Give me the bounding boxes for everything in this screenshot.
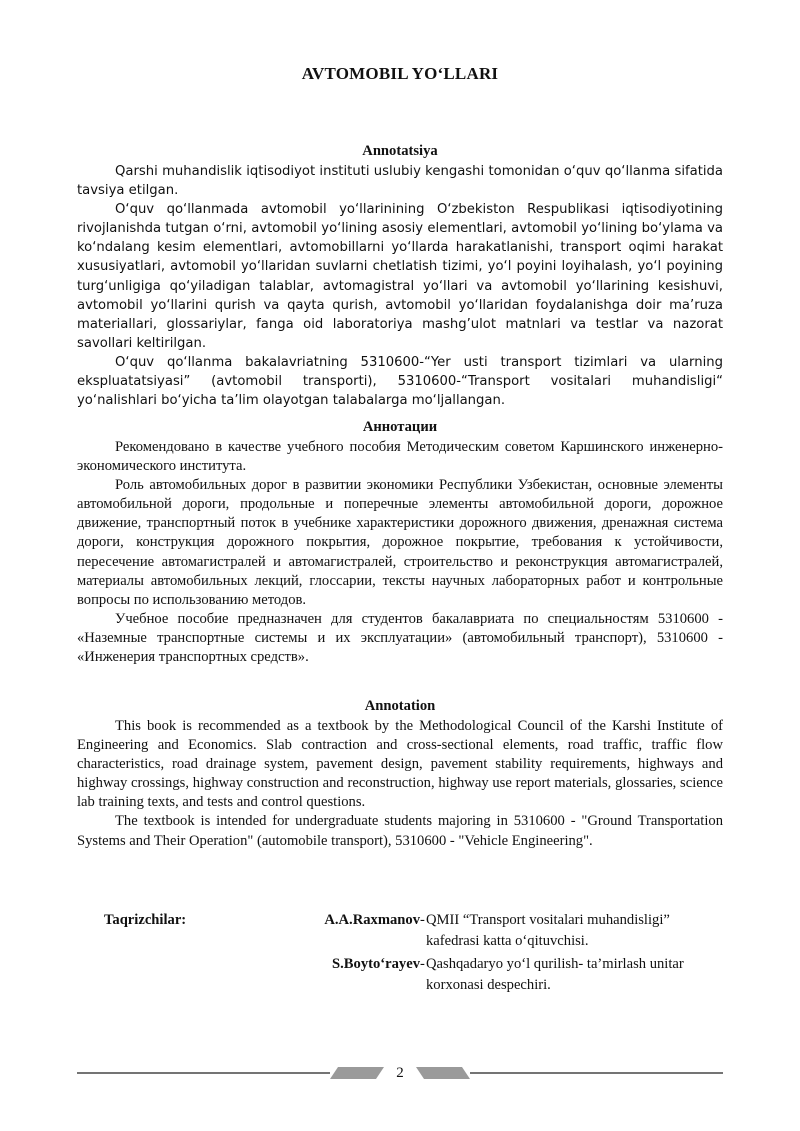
page-number: 2 [396,1065,404,1081]
reviewer-name: S.Boyto‘rayev [332,956,420,972]
reviewer-separator: - [420,912,425,928]
annotation-english [77,697,723,851]
reviewer-position: Qashqadaryo yo‘l qurilish- ta’mirlash unitar [426,956,684,972]
reviewer-position: QMII “Transport vositalari muhandisligi” [426,912,670,928]
paragraph-en-2: The textbook is intended for undergraduate students majoring in 5310600 - "Ground Transportation Systems and Their Operation" (automobile transport), 5310600 - "Vehicle Engineering". [77,813,723,849]
paragraph-ru-2: Роль автомобильных дорог в развитии экономики Республики Узбекистан, основные элементы автомобильной дороги, продольные и поперечные элементы автомобильной дороги, дорожное движение, транспортный поток в учебнике характеристики дорожного движения, дренажная система дороги, конструкция дорожного покрытия, дорожное покрытие, требования к устойчивости, пересечение автомагистралей и автомагистралей, строительство и реконструкция автомагистралей, материалы автомобильных лекций, глоссарии, тексты научных лабораторных работ и контрольные вопросы по использованию методов. [77,477,723,608]
paragraph-en-1: This book is recommended as a textbook by the Methodological Council of the Karshi Institute of Engineering and Economics. Slab contraction and cross-sectional elements, road traffic, traffic flow characteristics, road drainage system, pavement design, pavement stability requirements, highways and highway crossings, highway construction and reconstruction, highway use report materials, glossaries, science lab training texts, and tests and control questions. [77,718,723,811]
page-footer [0,1060,800,1090]
annotation-russian [77,418,723,667]
reviewer-position-cont: kafedrasi katta o‘qituvchisi. [426,933,589,949]
paragraph-uz-1: Qarshi muhandislik iqtisodiyot instituti uslubiy kengashi tomonidan o‘quv qo‘llanma sifatida tavsiya etilgan. [77,164,723,199]
paragraph-uz-3: O‘quv qo‘llanma bakalavriatning 5310600-“Yer usti transport tizimlari va ularning ekspluatatsiyasi” (avtomobil transporti), 5310600-“Transport vositalari muhandisligi“ yo‘nalishlari bo‘yicha ta’lim olayotgan talabalarga mo‘ljallangan. [77,354,723,409]
section-heading-english: Annotation [364,698,436,714]
section-heading-russian: Аннотации [362,419,438,435]
reviewer-separator: - [420,956,425,972]
page-title: AVTOMOBIL YO‘LLARI [301,64,499,83]
annotation-uzbek [77,142,723,410]
reviewer-position-cont: korxonasi despechiri. [426,977,551,993]
reviewers-label: Taqrizchilar: [104,912,187,928]
section-heading-uzbek: Annotatsiya [362,143,438,159]
paragraph-ru-3: Учебное пособие предназначен для студентов бакалавриата по специальностям 5310600 - «Наземные транспортные системы и их эксплуатации» (автомобильный транспорт), 5310600 - «Инженерия транспортных средств». [77,610,723,666]
paragraph-ru-1: Рекомендовано в качестве учебного пособия Методическим советом Каршинского инженерно-экономического института. [77,439,723,475]
paragraph-uz-2: O‘quv qo‘llanmada avtomobil yo‘llarinining O‘zbekiston Respublikasi iqtisodiyotining rivojlanishda tutgan o‘rni, avtomobil yo‘lining asosiy elementlari, avtomobil yo‘lining bo‘ylama va ko‘ndalang kesim elementlari, avtomobillarni yo‘llarda harakatlanishi, transport oqimi harakat xususiyatlari, avtomobil yo‘llaridan suvlarni chetlatish tizimi, yo‘l poyini loyihalash, yo‘l poyining turg‘unligiga qo‘yiladigan talablar, avtomagistral yo‘llari va avtomobil yo‘llarining kesishuvi, avtomobil yo‘llarini qurish va qayta qurish, avtomobil yo‘llaridan foydalanishga doir ma’ruza materiallari, glossariylar, fanga oid laboratoriya mashg’ulot matnlari va testlar va nazorat savollari keltirilgan. [77,202,723,351]
reviewer-name: A.A.Raxmanov [324,912,420,928]
